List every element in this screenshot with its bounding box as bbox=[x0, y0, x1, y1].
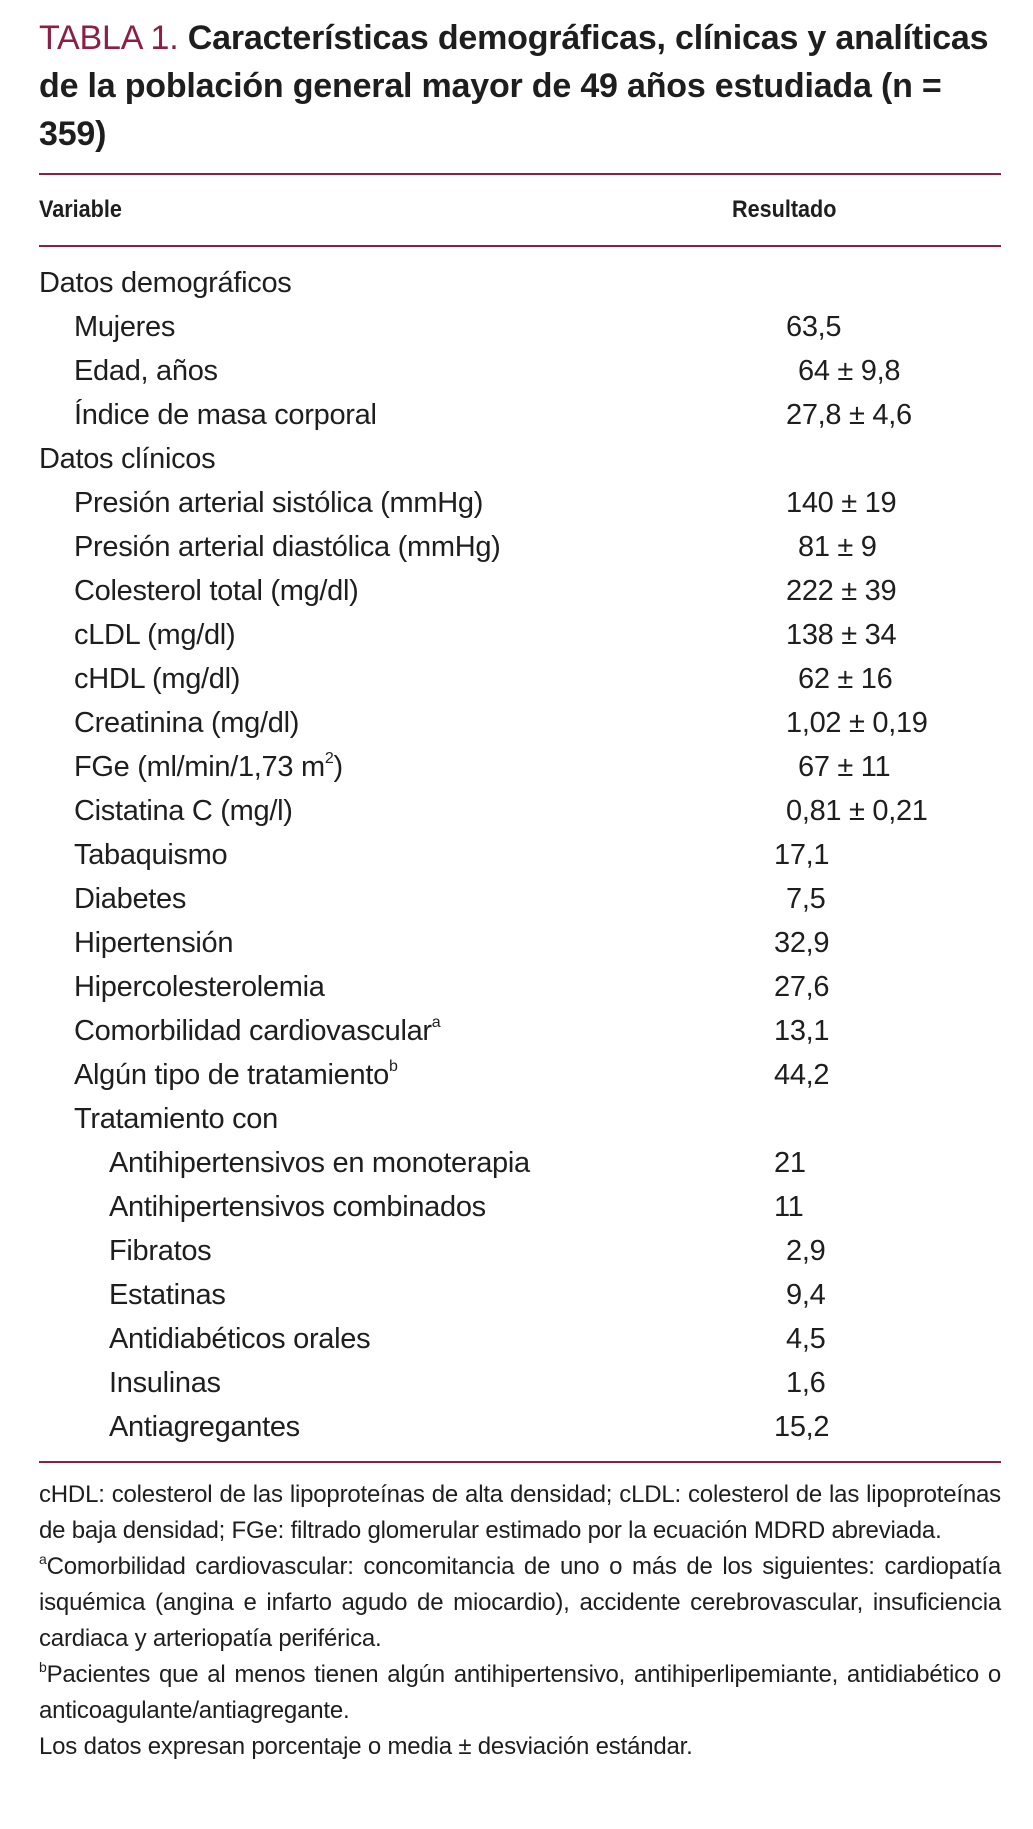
table-row bbox=[39, 657, 1001, 701]
table-row bbox=[39, 745, 1001, 789]
row-label-text: FGe (ml/min/1,73 m bbox=[74, 750, 325, 783]
row-value: 67 ± 11 bbox=[798, 750, 891, 783]
row-label-text: Edad, años bbox=[74, 354, 218, 387]
table-row bbox=[39, 1185, 1001, 1229]
row-value: 222 ± 39 bbox=[786, 574, 897, 607]
row-label-text: Insulinas bbox=[109, 1366, 221, 1399]
row-value: 44,2 bbox=[774, 1058, 830, 1091]
row-label bbox=[39, 1147, 774, 1180]
footnote-a-text: Comorbilidad cardiovascular: concomitancia de uno o más de los siguientes: cardiopatía isquémica (angina e infarto agudo de miocardio), accidente cerebrovascular, insuficiencia cardiaca y arteriopatía periférica. bbox=[39, 1553, 1001, 1652]
table-row bbox=[39, 569, 1001, 613]
row-label-text: Presión arterial diastólica (mmHg) bbox=[74, 530, 501, 563]
row-label bbox=[39, 619, 774, 652]
row-label-text: Cistatina C (mg/l) bbox=[74, 794, 293, 827]
bottom-rule bbox=[39, 1461, 1001, 1463]
row-label bbox=[39, 839, 774, 872]
table-row bbox=[39, 701, 1001, 745]
table-row bbox=[39, 1229, 1001, 1273]
row-value: 7,5 bbox=[786, 882, 826, 915]
row-label bbox=[39, 1235, 774, 1268]
table-row bbox=[39, 833, 1001, 877]
row-label bbox=[39, 267, 774, 300]
row-label-text: Algún tipo de tratamiento bbox=[74, 1058, 389, 1091]
row-value: 17,1 bbox=[774, 838, 830, 871]
table-label: TABLA 1. bbox=[39, 19, 179, 57]
column-header-variable: Variable bbox=[39, 196, 122, 223]
table-row bbox=[39, 613, 1001, 657]
row-label-text: Índice de masa corporal bbox=[74, 398, 377, 431]
row-label-text: Antihipertensivos combinados bbox=[109, 1190, 486, 1223]
row-label bbox=[39, 575, 774, 608]
row-value: 13,1 bbox=[774, 1014, 830, 1047]
table-row bbox=[39, 393, 1001, 437]
table-row bbox=[39, 1141, 1001, 1185]
row-label-text: Creatinina (mg/dl) bbox=[74, 706, 300, 739]
row-label-text: Hipercolesterolemia bbox=[74, 970, 325, 1003]
table-row bbox=[39, 349, 1001, 393]
section-row bbox=[39, 261, 1001, 305]
abbreviations-note: cHDL: colesterol de las lipoproteínas de alta densidad; cLDL: colesterol de las lipoproteínas de baja densidad; FGe: filtrado glomerular estimado por la ecuación MDRD abreviada. bbox=[39, 1481, 1001, 1544]
row-label bbox=[39, 1323, 774, 1356]
row-label bbox=[39, 751, 774, 784]
row-value: 138 ± 34 bbox=[786, 618, 897, 651]
table-row bbox=[39, 1097, 1001, 1141]
row-label bbox=[39, 1059, 774, 1092]
table-row bbox=[39, 1009, 1001, 1053]
row-value: 15,2 bbox=[774, 1410, 830, 1443]
row-label bbox=[39, 927, 774, 960]
row-label-superscript: 2 bbox=[324, 749, 334, 767]
table-caption: Características demográficas, clínicas y analíticas de la población general mayor de 49 años estudiada (n = 359) bbox=[39, 19, 989, 153]
row-label bbox=[39, 1367, 774, 1400]
row-label-text: Datos demográficos bbox=[39, 266, 292, 299]
table-row bbox=[39, 965, 1001, 1009]
row-label-text: Antidiabéticos orales bbox=[109, 1322, 371, 1355]
row-value: 81 ± 9 bbox=[798, 530, 877, 563]
table-figure bbox=[39, 14, 1001, 1765]
row-label-text: Mujeres bbox=[74, 310, 176, 343]
row-label bbox=[39, 399, 774, 432]
row-label bbox=[39, 487, 774, 520]
row-label-text: cLDL (mg/dl) bbox=[74, 618, 236, 651]
table-row bbox=[39, 305, 1001, 349]
table-row bbox=[39, 877, 1001, 921]
row-label-text: cHDL (mg/dl) bbox=[74, 662, 241, 695]
row-label-text: Tratamiento con bbox=[74, 1102, 278, 1135]
row-value: 21 bbox=[774, 1146, 806, 1179]
row-value: 32,9 bbox=[774, 926, 830, 959]
footnote-b bbox=[39, 1657, 1001, 1729]
row-label-superscript: a bbox=[431, 1013, 441, 1031]
footnote-a-mark: a bbox=[39, 1551, 47, 1567]
row-label bbox=[39, 1191, 774, 1224]
footnote-a bbox=[39, 1549, 1001, 1657]
row-value: 62 ± 16 bbox=[798, 662, 893, 695]
row-label bbox=[39, 443, 774, 476]
row-value: 27,6 bbox=[774, 970, 830, 1003]
row-value: 4,5 bbox=[786, 1322, 826, 1355]
data-note: Los datos expresan porcentaje o media ± desviación estándar. bbox=[39, 1733, 693, 1760]
table-body bbox=[39, 247, 1001, 1461]
row-value: 9,4 bbox=[786, 1278, 826, 1311]
row-label-text: Estatinas bbox=[109, 1278, 226, 1311]
row-label-text: Antihipertensivos en monoterapia bbox=[109, 1146, 530, 1179]
table-header bbox=[39, 175, 905, 245]
row-label-text: Fibratos bbox=[109, 1234, 212, 1267]
row-value: 1,6 bbox=[786, 1366, 826, 1399]
footnote-b-mark: b bbox=[39, 1659, 47, 1675]
table-row bbox=[39, 525, 1001, 569]
row-label-text: Comorbilidad cardiovascular bbox=[74, 1014, 432, 1047]
table-row bbox=[39, 921, 1001, 965]
row-label-text: Colesterol total (mg/dl) bbox=[74, 574, 359, 607]
row-label-text: Antiagregantes bbox=[109, 1410, 300, 1443]
row-value: 2,9 bbox=[786, 1234, 826, 1267]
table-notes bbox=[39, 1477, 1001, 1765]
table-row bbox=[39, 1317, 1001, 1361]
table-row bbox=[39, 481, 1001, 525]
row-label-text: Hipertensión bbox=[74, 926, 234, 959]
row-value: 63,5 bbox=[786, 310, 842, 343]
row-label bbox=[39, 707, 774, 740]
row-label bbox=[39, 1103, 774, 1136]
row-label-suffix: ) bbox=[333, 750, 343, 783]
footnote-b-text: Pacientes que al menos tienen algún antihipertensivo, antihiperlipemiante, antidiabético o anticoagulante/antiagregante. bbox=[39, 1661, 1001, 1724]
row-label-text: Diabetes bbox=[74, 882, 187, 915]
row-label-text: Datos clínicos bbox=[39, 442, 216, 475]
row-value: 64 ± 9,8 bbox=[798, 354, 901, 387]
table-title bbox=[39, 14, 1001, 158]
table-row bbox=[39, 789, 1001, 833]
table-row bbox=[39, 1273, 1001, 1317]
row-value: 1,02 ± 0,19 bbox=[786, 706, 928, 739]
row-label bbox=[39, 1015, 774, 1048]
table-row bbox=[39, 1361, 1001, 1405]
row-value: 27,8 ± 4,6 bbox=[786, 398, 912, 431]
row-label bbox=[39, 663, 774, 696]
table-row bbox=[39, 1405, 1001, 1449]
row-value: 0,81 ± 0,21 bbox=[786, 794, 928, 827]
row-label bbox=[39, 883, 774, 916]
column-header-result: Resultado bbox=[732, 196, 837, 223]
table-row bbox=[39, 1053, 1001, 1097]
row-label bbox=[39, 531, 774, 564]
row-value: 11 bbox=[774, 1190, 804, 1223]
row-label bbox=[39, 795, 774, 828]
row-label-text: Tabaquismo bbox=[74, 838, 228, 871]
row-label bbox=[39, 311, 774, 344]
row-label bbox=[39, 1279, 774, 1312]
row-value: 140 ± 19 bbox=[786, 486, 897, 519]
row-label bbox=[39, 355, 774, 388]
row-label-superscript: b bbox=[388, 1057, 398, 1075]
section-row bbox=[39, 437, 1001, 481]
row-label-text: Presión arterial sistólica (mmHg) bbox=[74, 486, 484, 519]
row-label bbox=[39, 1411, 774, 1444]
row-label bbox=[39, 971, 774, 1004]
